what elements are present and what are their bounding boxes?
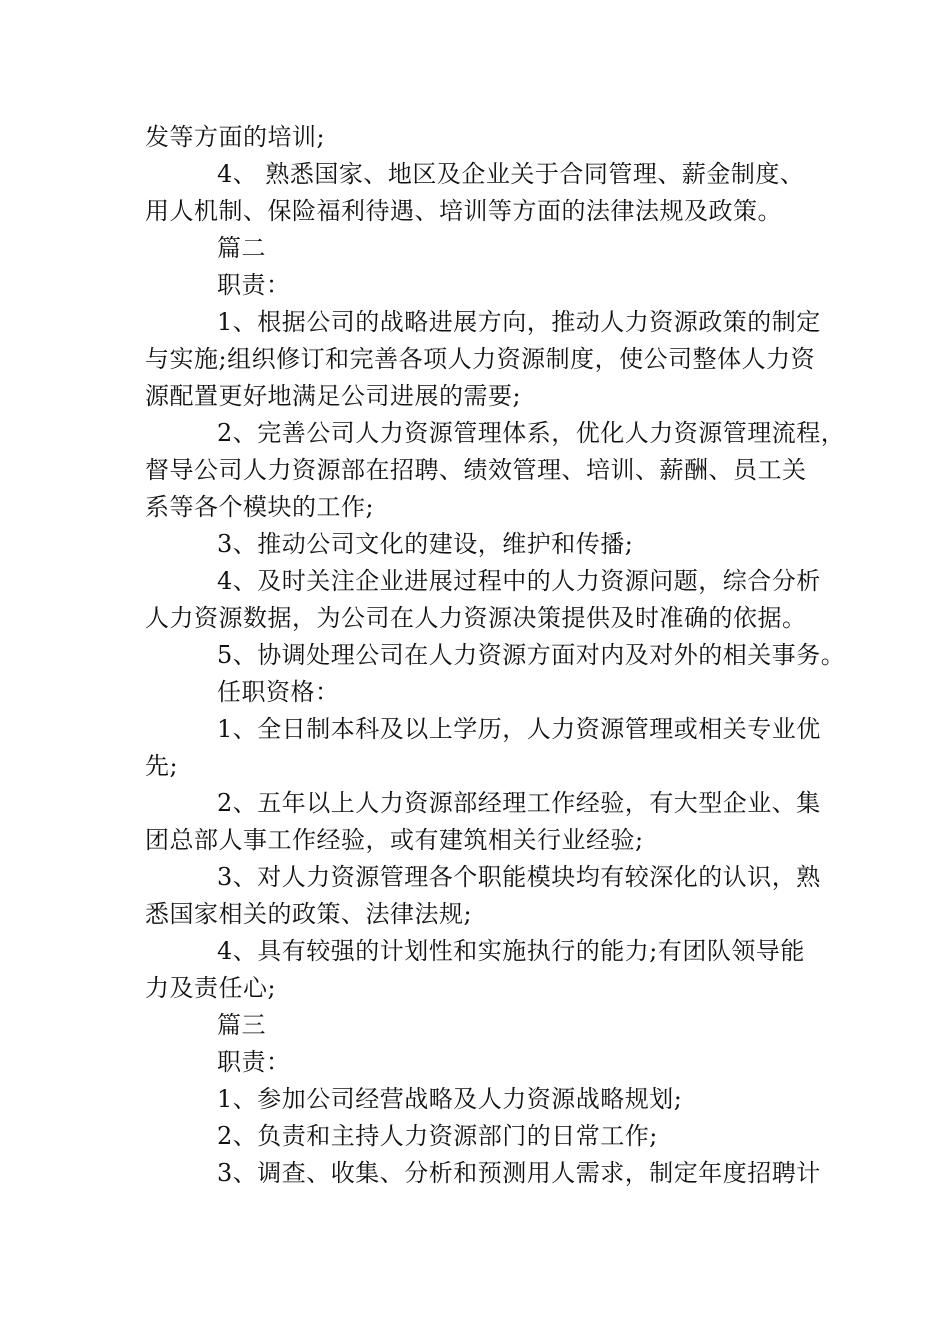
- section-heading: 篇二: [217, 234, 266, 262]
- text-line: 先;: [145, 752, 179, 780]
- text-line: 4、 熟悉国家、地区及企业关于合同管理、薪金制度、: [217, 160, 805, 188]
- text-line: 3、对人力资源管理各个职能模块均有较深化的认识，熟: [217, 863, 821, 891]
- subsection-heading: 任职资格：: [217, 678, 340, 706]
- section-heading: 篇三: [217, 1011, 266, 1039]
- text-line: 4、及时关注企业进展过程中的人力资源问题，综合分析: [217, 567, 821, 595]
- text-line: 人力资源数据，为公司在人力资源决策提供及时准确的依据。: [145, 604, 807, 632]
- text-line: 发等方面的培训;: [145, 123, 326, 151]
- text-line: 2、五年以上人力资源部经理工作经验，有大型企业、集: [217, 789, 821, 817]
- text-line: 团总部人事工作经验，或有建筑相关行业经验;: [145, 826, 644, 854]
- text-line: 3、调查、收集、分析和预测用人需求，制定年度招聘计: [217, 1159, 821, 1187]
- text-line: 源配置更好地满足公司进展的需要;: [145, 382, 522, 410]
- text-line: 力及责任心;: [145, 974, 277, 1002]
- text-line: 2、负责和主持人力资源部门的日常工作;: [217, 1122, 658, 1150]
- text-line: 督导公司人力资源部在招聘、绩效管理、培训、薪酬、员工关: [145, 456, 807, 484]
- text-line: 用人机制、保险福利待遇、培训等方面的法律法规及政策。: [145, 197, 782, 225]
- text-line: 5、协调处理公司在人力资源方面对内及对外的相关事务。: [217, 641, 846, 669]
- subsection-heading: 职责：: [217, 1048, 291, 1076]
- text-line: 1、根据公司的战略进展方向，推动人力资源政策的制定: [217, 308, 821, 336]
- text-line: 2、完善公司人力资源管理体系，优化人力资源管理流程，: [217, 419, 846, 447]
- text-line: 悉国家相关的政策、法律法规;: [145, 900, 473, 928]
- subsection-heading: 职责：: [217, 271, 291, 299]
- text-line: 4、具有较强的计划性和实施执行的能力;有团队领导能: [217, 937, 805, 965]
- text-line: 与实施;组织修订和完善各项人力资源制度，使公司整体人力资: [145, 345, 816, 373]
- text-line: 1、参加公司经营战略及人力资源战略规划;: [217, 1085, 683, 1113]
- text-line: 系等各个模块的工作;: [145, 493, 375, 521]
- text-line: 1、全日制本科及以上学历，人力资源管理或相关专业优: [217, 715, 821, 743]
- text-line: 3、推动公司文化的建设，维护和传播;: [217, 530, 634, 558]
